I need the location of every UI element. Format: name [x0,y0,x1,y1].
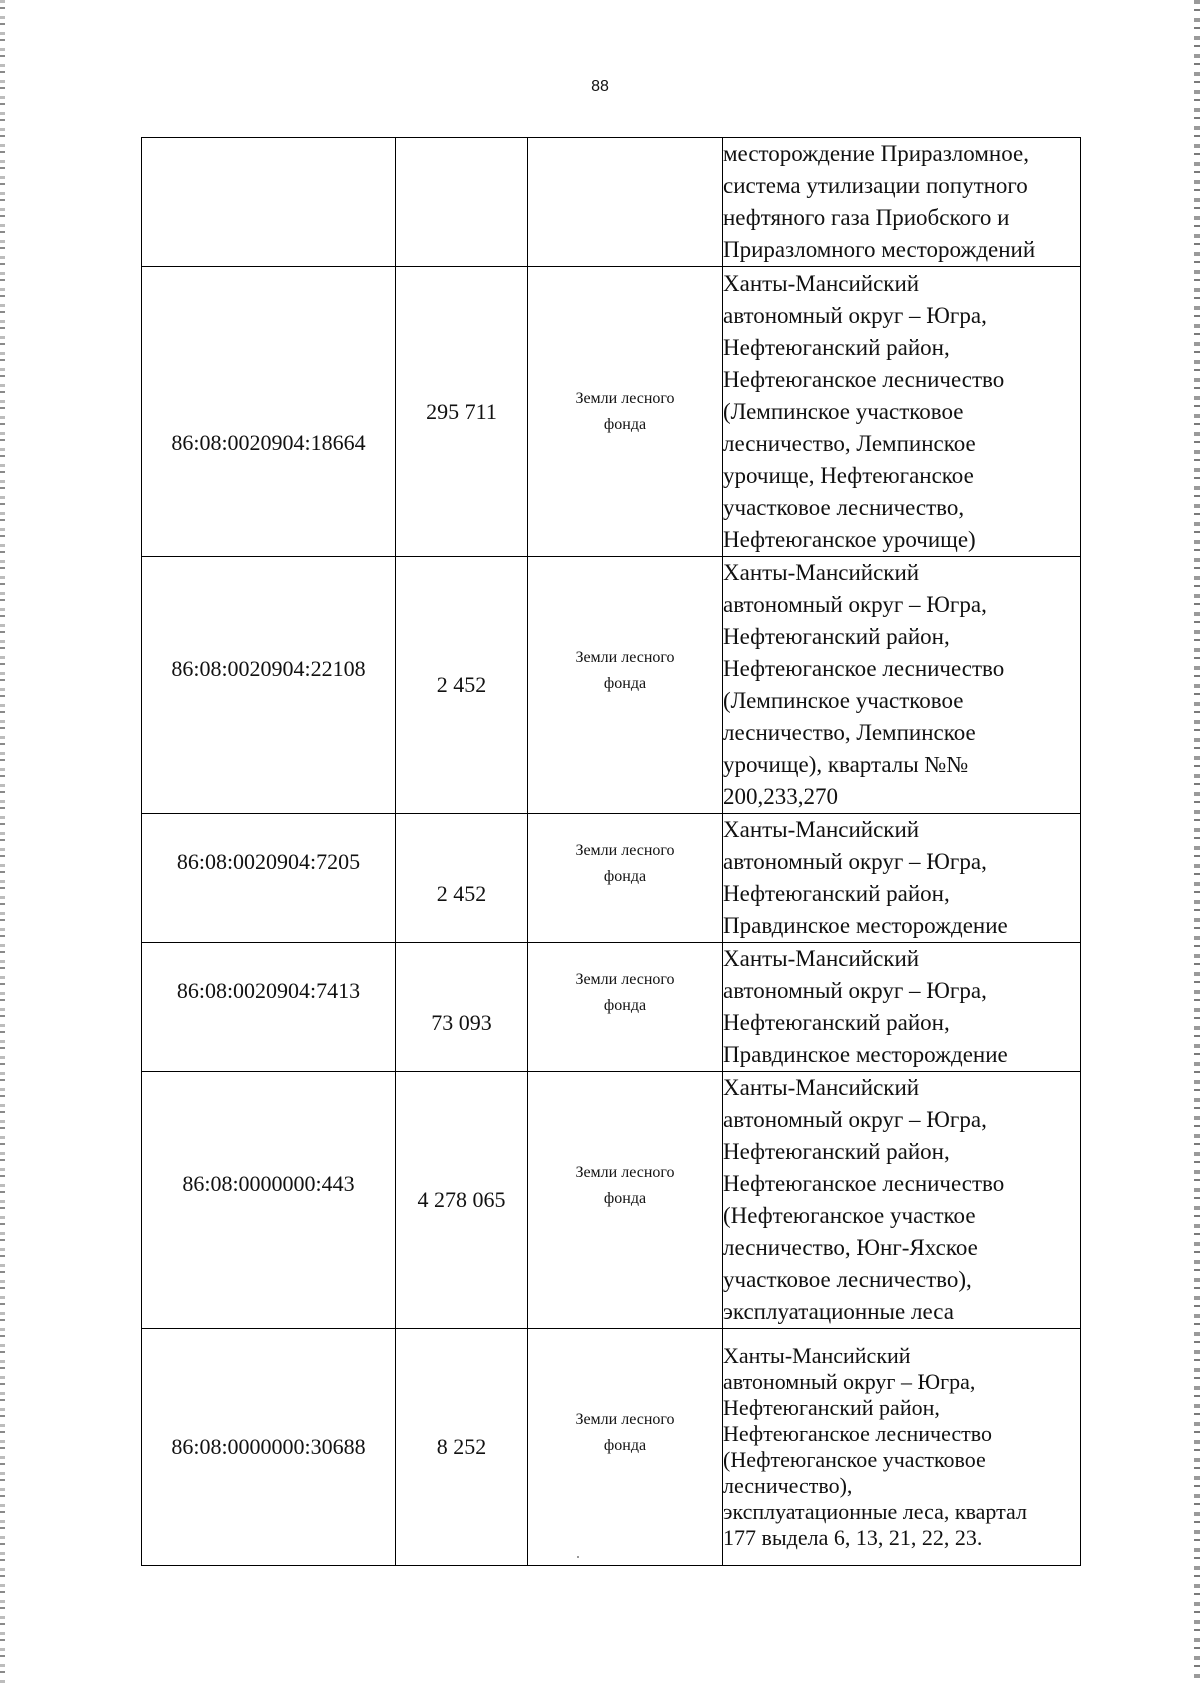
land-category-cell [528,1329,723,1566]
cadastral-number-cell [142,138,396,267]
cadastral-number: 86:08:0000000:30688 [171,1434,366,1459]
land-category-cell [528,138,723,267]
location-line: автономный округ – Югра, [723,1369,976,1394]
location-line: нефтяного газа Приобского и [723,205,1010,230]
land-category-line: Земли лесного [575,1164,675,1181]
location-line: Нефтеюганское лесничество [723,656,1005,681]
land-category-line: фонда [603,1190,647,1207]
land-category-line: Земли лесного [575,649,675,666]
location-line: (Нефтеюганское участкое [723,1203,976,1228]
location-cell [723,557,1081,814]
cadastral-number-cell [142,1329,396,1566]
land-category-line: Земли лесного [575,842,675,859]
location-line: (Лемпинское участковое [723,398,964,424]
cadastral-number-cell [142,1072,396,1329]
land-category [528,645,722,697]
area-value: 73 093 [431,1010,492,1035]
location-line: Ханты-Мансийский [723,1075,920,1100]
location-line: система утилизации попутного [723,173,1028,198]
location-line: Нефтеюганское лесничество [723,1421,993,1446]
land-category-cell [528,557,723,814]
land-category-line: Земли лесного [575,1411,675,1428]
location-line: автономный округ – Югра, [723,592,987,617]
location-line: Нефтеюганский район, [723,1010,950,1035]
scan-edge-left [0,0,5,1683]
location-line: автономный округ – Югра, [723,849,987,874]
location-line: эксплуатационные леса, квартал [723,1499,1027,1524]
land-category-cell [528,1072,723,1329]
land-plots-table [141,137,1081,1566]
location-line: участковое лесничество), [723,1267,972,1292]
cadastral-number-cell [142,267,396,557]
location-line: Нефтеюганский район, [723,1395,940,1420]
location-line: Ханты-Мансийский [723,1343,911,1368]
area-value: 295 711 [426,398,497,424]
land-category-line: фонда [603,1437,647,1454]
location-line: лесничество), [723,1473,853,1498]
area-cell [396,1329,528,1566]
land-category-cell [528,814,723,943]
land-category-cell [528,943,723,1072]
location-line: лесничество, Лемпинское [723,430,976,456]
cadastral-number: 86:08:0000000:443 [182,1171,355,1196]
scan-edge-right [1194,0,1200,1683]
location-line: Ханты-Мансийский [723,560,920,585]
area-value: 2 452 [436,881,487,906]
area-value: 4 278 065 [417,1187,506,1212]
location-line: (Лемпинское участковое [723,688,964,713]
cadastral-number-cell [142,557,396,814]
cadastral-number: 86:08:0020904:7413 [176,978,361,1003]
page-number: 88 [591,78,609,95]
location-line: Нефтеюганский район, [723,624,950,649]
land-category-line: фонда [603,868,647,885]
location-line: 200,233,270 [723,784,838,809]
area-cell [396,1072,528,1329]
location-line: лесничество, Юнг-Яхское [723,1235,978,1260]
table-body [142,138,1081,1566]
land-category-line: Земли лесного [575,971,675,988]
location-line: автономный округ – Югра, [723,978,987,1003]
location-line: (Нефтеюганское участковое [723,1447,986,1472]
table-row [142,557,1081,814]
cadastral-number: 86:08:0020904:7205 [176,849,361,874]
cadastral-number: 86:08:0020904:18664 [171,429,366,455]
location-line: Нефтеюганское лесничество [723,1171,1005,1196]
scan-speck [577,1556,579,1558]
location-line: эксплуатационные леса [723,1299,954,1324]
location-line: Приразломного месторождений [723,237,1036,262]
area-cell [396,267,528,557]
location-cell [723,814,1081,943]
location-cell [723,1072,1081,1329]
location-line: Нефтеюганский район, [723,1139,950,1164]
location-line: урочище, Нефтеюганское [723,462,974,488]
land-category-line: фонда [603,415,647,433]
table-row [142,943,1081,1072]
location-cell [723,1329,1081,1566]
table-row [142,267,1081,557]
location-line: Нефтеюганское лесничество [723,366,1005,392]
location-line: 177 выдела 6, 13, 21, 22, 23. [723,1525,983,1550]
land-category [528,838,722,890]
area-cell [396,138,528,267]
location-line: Нефтеюганский район, [723,881,950,906]
location-line: Нефтеюганский район, [723,334,950,360]
location-line: Нефтеюганское урочище) [723,526,976,552]
land-category [528,967,722,1019]
area-value: 8 252 [436,1434,487,1459]
location-line: урочище), кварталы №№ [723,752,969,777]
table-row [142,1329,1081,1566]
area-cell [396,814,528,943]
table-row [142,138,1081,267]
location-line: лесничество, Лемпинское [723,720,976,745]
location-line: автономный округ – Югра, [723,1107,987,1132]
land-category-line: фонда [603,675,647,692]
cadastral-number-cell [142,814,396,943]
land-category [528,386,722,438]
table-row [142,1072,1081,1329]
location-cell [723,138,1081,267]
cadastral-number: 86:08:0020904:22108 [171,656,366,681]
cadastral-number-cell [142,943,396,1072]
land-category-line: фонда [603,997,647,1014]
location-line: Правдинское месторождение [723,913,1008,938]
location-line: участковое лесничество, [723,494,965,520]
location-line: Ханты-Мансийский [723,946,920,971]
land-category-cell [528,267,723,557]
area-cell [396,943,528,1072]
location-line: Правдинское месторождение [723,1042,1008,1067]
area-value: 2 452 [436,672,487,697]
location-line: месторождение Приразломное, [723,141,1029,166]
land-category-line: Земли лесного [575,389,675,407]
location-cell [723,267,1081,557]
location-line: Ханты-Мансийский [723,270,920,296]
area-cell [396,557,528,814]
location-cell [723,943,1081,1072]
location-line: Ханты-Мансийский [723,817,920,842]
location-line: автономный округ – Югра, [723,302,987,328]
table-row [142,814,1081,943]
land-category [528,1160,722,1212]
land-category [528,1407,722,1459]
